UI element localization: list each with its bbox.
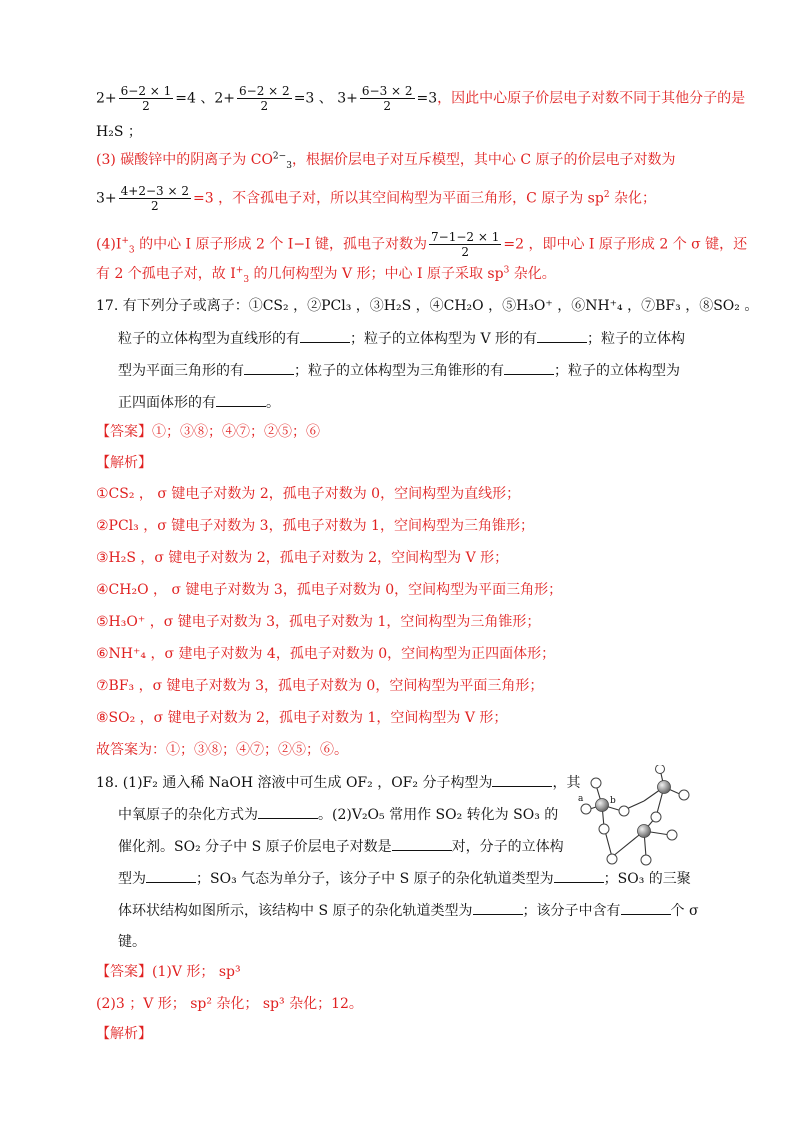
q18-line5: 体环状结构如图所示，该结构中 S 原子的杂化轨道类型为 ；该分子中含有 个 σ <box>118 900 699 921</box>
h2s-line: H₂S ； <box>96 124 142 140</box>
q17-blank-tetrahedral[interactable] <box>216 392 266 407</box>
label-a: a <box>578 794 584 804</box>
q18-blank-electron-pairs[interactable] <box>392 836 452 851</box>
q17-analysis-4: ④CH₂O ， σ 键电子对数为 3，孤电子对数为 0，空间构型为平面三角形； <box>96 582 563 598</box>
fraction-3: $\frac{6-3 \times 2}{2}$ <box>361 84 413 113</box>
p4-line1: $(4)I^+_3$ 的中心 I 原子形成 2 个 I−I 键，孤电子对数为 $\frac{7-1-2 \times 1}{2}$ =2 ，即中心 I 原子形成 2 个 σ 键，还 <box>96 230 748 259</box>
q18-answer-1: 【答案】(1)V 形； sp³ <box>96 964 241 980</box>
q17-analysis-5: ⑤H₃O⁺ ，σ 键电子对数为 3，孤电子对数为 1，空间构型为三角锥形； <box>96 614 541 630</box>
oxygen-atom <box>667 830 677 840</box>
q17-line3: 型为平面三角形的有 ；粒子的立体构型为三角锥形的有 ；粒子的立体构型为 <box>118 360 680 381</box>
oxygen-atom <box>599 824 609 834</box>
oxygen-atom <box>679 790 689 800</box>
q17-blank-trigonal-planar[interactable] <box>244 360 294 375</box>
q18-line4: 型为 ；SO₃ 气态为单分子，该分子中 S 原子的杂化轨道类型为 ；SO₃ 的三聚 <box>118 868 691 889</box>
sulfur-atom <box>638 825 651 838</box>
q18-blank-sigma-count[interactable] <box>621 900 671 915</box>
sulfur-atom <box>596 799 609 812</box>
q18-answer-2: (2)3 ；V 形； sp² 杂化； sp³ 杂化；12。 <box>96 996 363 1012</box>
q18-blank-o-hybridization[interactable] <box>258 804 318 819</box>
p3-line2: 3+ $\frac{4+2-3 \times 2}{2}$ =3 ，不含孤电子对，所以其空间构型为平面三角形，C 原子为 $sp^2$ 杂化； <box>96 184 657 213</box>
q17-blank-linear[interactable] <box>300 328 350 343</box>
p4-fraction: $\frac{7-1-2 \times 1}{2}$ <box>431 230 500 259</box>
q17-analysis-6: ⑥NH⁺₄ ，σ 建电子对数为 4，孤电子对数为 0，空间构型为正四面体形； <box>96 646 556 662</box>
oxygen-atom <box>607 854 617 864</box>
q17-analysis-3: ③H₂S ，σ 键电子对数为 2，孤电子对数为 2，空间构型为 V 形； <box>96 550 509 566</box>
q17-line2: 粒子的立体构型为直线形的有 ；粒子的立体构型为 V 形的有 ；粒子的立体构 <box>118 328 685 349</box>
q18-line2: 中氧原子的杂化方式为 。(2)V₂O₅ 常用作 SO₂ 转化为 SO₃ 的 <box>118 804 558 825</box>
oxygen-atom <box>591 778 601 788</box>
oxygen-atom <box>641 855 651 865</box>
q17-conclusion: 故答案为：①；③⑧；④⑦；②⑤；⑥。 <box>96 742 348 758</box>
q17-answer: 【答案】①；③⑧；④⑦；②⑤；⑥ <box>96 424 320 440</box>
q18-line6: 键。 <box>118 934 146 950</box>
oxygen-atom <box>581 804 591 814</box>
q17-analysis-7: ⑦BF₃ ，σ 键电子对数为 3，孤电子对数为 0，空间构型为平面三角形； <box>96 678 544 694</box>
q18-line1: 18. (1)F₂ 通入稀 NaOH 溶液中可生成 OF₂ ，OF₂ 分子构型为 ，其 <box>96 772 580 793</box>
q18-analysis-label: 【解析】 <box>96 1026 152 1042</box>
q17-analysis-1: ①CS₂ ， σ 键电子对数为 2，孤电子对数为 0，空间构型为直线形； <box>96 486 521 502</box>
sulfur-atom <box>658 781 671 794</box>
oxygen-atoms <box>581 765 689 865</box>
q18-blank-of2-shape[interactable] <box>492 772 552 787</box>
q18-blank-so3-hybridization[interactable] <box>554 868 604 883</box>
p3-fraction: $\frac{4+2-3 \times 2}{2}$ <box>120 184 189 213</box>
q18-blank-so2-shape[interactable] <box>146 868 196 883</box>
p4-line2: 有 2 个孤电子对，故 $I^+_3$ 的几何构型为 V 形；中心 I 原子采取 $sp^3$ 杂化。 <box>96 265 556 285</box>
q17-line1: 17. 有下列分子或离子：①CS₂ ，②PCl₃ ，③H₂S ，④CH₂O ，⑤H₃O⁺ ，⑥NH⁺₄ ，⑦BF₃ ，⑧SO₂ 。 <box>96 298 759 314</box>
q17-line4: 正四面体形的有 。 <box>118 392 280 413</box>
q17-blank-v-shape[interactable] <box>537 328 587 343</box>
q17-analysis-2: ②PCl₃ ，σ 键电子对数为 3，孤电子对数为 1，空间构型为三角锥形； <box>96 518 534 534</box>
fraction-2: $\frac{6-2 \times 2}{2}$ <box>239 84 290 113</box>
p3-line1: (3) 碳酸锌中的阴离子为 $CO^{2-}_3$，根据价层电子对互斥模型，其中心 C 原子的价层电子对数为 <box>96 151 676 171</box>
oxygen-atom <box>651 812 661 822</box>
so3-trimer-figure <box>574 765 694 867</box>
q18-line3: 催化剂。SO₂ 分子中 S 原子价层电子对数是 对，分子的立体构 <box>118 836 564 857</box>
fraction-1: $\frac{6-2 \times 1}{2}$ <box>120 84 172 113</box>
oxygen-atom <box>619 806 629 816</box>
oxygen-atom <box>656 765 665 774</box>
top-fraction-line: 2+ $\frac{6-2 \times 1}{2}$ =4 、2+ $\frac{6-2 \times 2}{2}$ =3 、 3+ $\frac{6-3 \times 2}{2}$ =3，因此中心原子价层电子对数不同于其他分子的是 <box>96 84 746 113</box>
label-b: b <box>610 796 616 806</box>
q17-analysis-8: ⑧SO₂ ，σ 键电子对数为 2，孤电子对数为 1，空间构型为 V 形； <box>96 710 508 726</box>
q17-blank-trigonal-pyramid[interactable] <box>504 360 554 375</box>
q17-analysis-label: 【解析】 <box>96 455 152 471</box>
q18-blank-trimer-hybridization[interactable] <box>473 900 523 915</box>
